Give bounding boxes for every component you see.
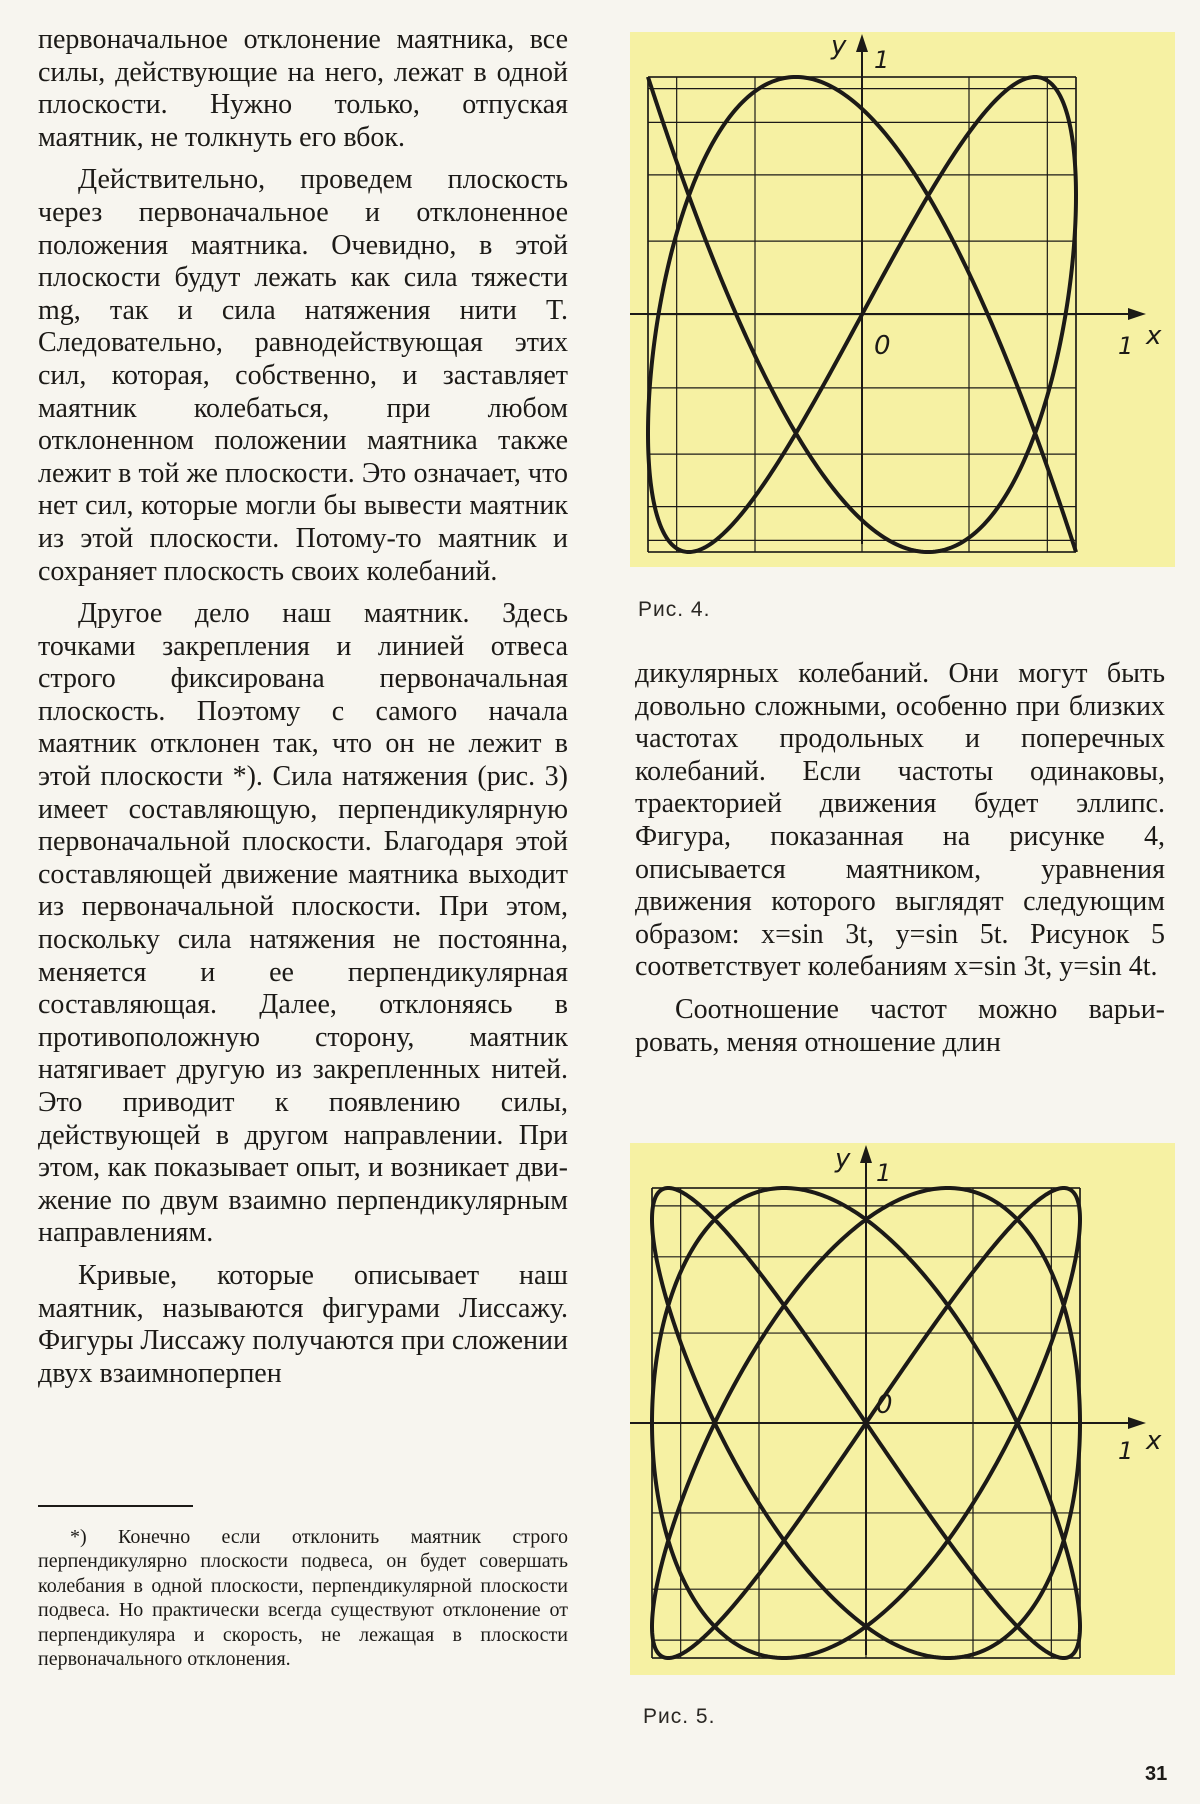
paragraph-5: дикулярных колебаний. Они могут быть довольно сложными, особенно при близких частотах продольных и поперечных колебаний. Если частоты одинаковы, траекторией движения будет эллипс. Фигура, показанная на рисунке 4, описывается маятником, уравнения движения которого выглядят следующим образом: x=sin 3t, y=sin 5t. Рисунок 5 соответствует колебаниям x=sin 3t, y=sin 4t. (635, 658, 1165, 983)
figure-5-origin: 0 (876, 1390, 893, 1420)
paragraph-2: Действительно, проведем плоскость через первоначальное и отклоненное положения маятника. Очевидно, в этой плоскости будут лежать как сила тяжести mg, так и сила натяжения нити T. Следовательно, равнодействующая этих сил, которая, собственно, и заставляет маятник колебаться, при любом отклоненном положении маятника также лежит в той же плоскости. Это означает, что нет сил, которые могли бы вывести маятник из этой плоскости. Потому-то маятник и сохраняет плоскость своих колебаний. (38, 164, 568, 587)
right-column (635, 658, 1165, 1059)
footnote-rule (38, 1505, 193, 1507)
figure-4-x-label: x (1146, 321, 1162, 351)
figure-4-x-one: 1 (1118, 332, 1134, 360)
figure-5-lissajous (630, 1143, 1175, 1675)
figure-5-x-label: x (1146, 1426, 1162, 1456)
figure-5-caption: Рис. 5. (643, 1705, 716, 1728)
paragraph-1: первоначальное отклонение маятника, все силы, действующие на него, лежат в одной плоскости. Нужно только, отпуская маятник, не толкнуть его вбок. (38, 24, 568, 153)
footnote: *) Конечно если отклонить маятник строго перпендикулярно плоскости подвеса, он будет совершать колебания в одной плоскости, перпендикулярной плоскости подвеса. Но практически всегда существуют отклонение от перпендикуляра и скорость, не лежащая в плоскости первоначального отклонения. (38, 1526, 568, 1671)
figure-5-x-one: 1 (1118, 1437, 1134, 1465)
figure-5-y-one: 1 (876, 1159, 892, 1187)
paragraph-3: Другое дело наш маятник. Здесь точками закрепления и линией отвеса строго фиксирована первоначальная плоскость. Поэтому с самого начала маятник отклонен так, что он не лежит в этой плоскости *). Сила натяжения (рис. 3) имеет составляющую, перпендикулярную первоначальной плоскости. Благодаря этой составляющей движение маятника выходит из первоначальной плоскости. При этом, поскольку сила натяжения не постоянна, меняется и ее перпендикулярная составляющая. Далее, отклоняясь в противоположную сторону, маятник натягивает другую из закрепленных нитей. Это приводит к появлению силы, действующей в другом направлении. При этом, как показывает опыт, и возникает движение по двум взаимно перпендикулярным направлениям. (38, 598, 568, 1249)
figure-4-lissajous (630, 32, 1175, 567)
figure-4-y-label: y (831, 32, 847, 61)
paragraph-6: Соотношение частот можно варьировать, меняя отношение длин (635, 993, 1165, 1058)
figure-4-caption: Рис. 4. (638, 598, 711, 621)
figure-4-y-one: 1 (874, 46, 890, 74)
paragraph-4: Кривые, которые описывает наш маятник, называются фигурами Лиссажу. Фигуры Лиссажу получаются при сложении двух взаимноперпен (38, 1259, 568, 1389)
figure-5-y-label: y (835, 1144, 851, 1174)
page-number: 31 (1145, 1763, 1168, 1785)
figure-4-origin: 0 (874, 331, 891, 361)
left-column (38, 24, 568, 1390)
figure-4-background (630, 32, 1175, 567)
